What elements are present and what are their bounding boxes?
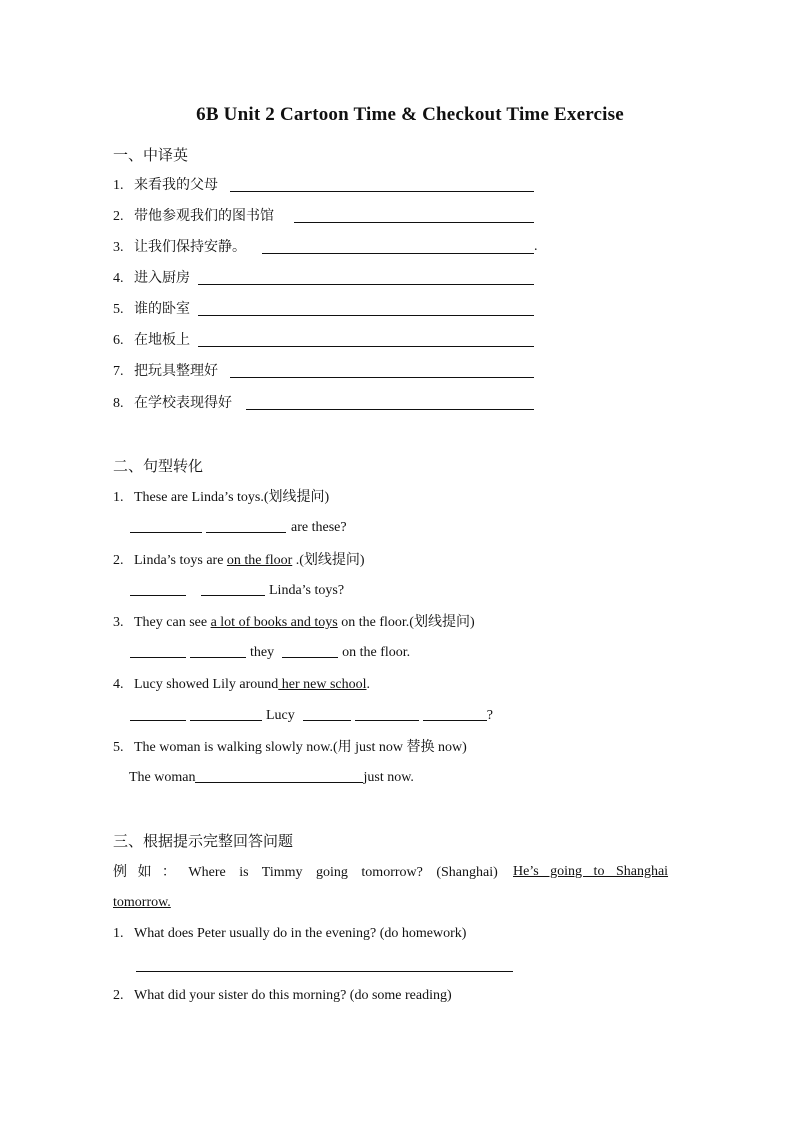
s1-item-2: 2. 带他参观我们的图书馆 <box>113 208 274 224</box>
blank[interactable] <box>130 706 186 721</box>
blank[interactable] <box>130 643 186 658</box>
blank[interactable] <box>130 518 202 533</box>
section2-heading: 二、句型转化 <box>113 457 204 475</box>
blank[interactable] <box>130 581 186 596</box>
s1-answer-line-1[interactable] <box>230 191 534 192</box>
blank[interactable] <box>303 706 351 721</box>
s3-example: 例 如 ： Where is Timmy going tomorrow? (Shanghai) He’s going to Shanghai <box>113 864 669 880</box>
s1-answer-line-7[interactable] <box>230 377 534 378</box>
s2-answer-1: are these? <box>130 518 347 538</box>
s3-example-cont: tomorrow. <box>113 895 171 910</box>
s1-answer-line-2[interactable] <box>294 222 534 223</box>
s3-question-2: 2. What did your sister do this morning? (do some reading) <box>113 988 452 1003</box>
s1-answer-line-5[interactable] <box>198 315 534 316</box>
s1-item-7: 7. 把玩具整理好 <box>113 363 218 379</box>
blank[interactable] <box>190 706 262 721</box>
s2-question-2: 2. Linda’s toys are on the floor .(划线提问) <box>113 552 365 568</box>
blank[interactable] <box>282 643 338 658</box>
s2-question-5: 5. The woman is walking slowly now.(用 just now 替换 now) <box>113 739 467 755</box>
blank[interactable] <box>190 643 246 658</box>
page-title: 6B Unit 2 Cartoon Time & Checkout Time Exercise <box>196 104 624 125</box>
s1-item-5: 5. 谁的卧室 <box>113 301 190 317</box>
s1-item-6: 6. 在地板上 <box>113 332 190 348</box>
blank[interactable] <box>201 581 265 596</box>
blank[interactable] <box>195 768 363 783</box>
s3-answer-line-1[interactable] <box>136 971 513 972</box>
s2-question-3: 3. They can see a lot of books and toys on the floor.(划线提问) <box>113 614 475 630</box>
s1-answer-line-4[interactable] <box>198 284 534 285</box>
s1-answer-line-6[interactable] <box>198 346 534 347</box>
blank[interactable] <box>206 518 286 533</box>
s2-question-4: 4. Lucy showed Lily around her new school. <box>113 677 371 692</box>
s1-item-1: 1. 来看我的父母 <box>113 177 218 193</box>
s2-answer-2: Linda’s toys? <box>130 581 344 601</box>
s1-answer-line-3[interactable] <box>262 253 534 254</box>
s1-item-8: 8. 在学校表现得好 <box>113 395 232 411</box>
s2-answer-5: The woman just now. <box>129 770 414 785</box>
s1-item-3-period: . <box>534 239 538 254</box>
s2-answer-4: Lucy ? <box>130 706 493 726</box>
section3-heading: 三、根据提示完整回答问题 <box>113 832 294 850</box>
s3-question-1: 1. What does Peter usually do in the evening? (do homework) <box>113 926 467 941</box>
section1-heading: 一、中译英 <box>113 146 189 164</box>
s1-item-4: 4. 进入厨房 <box>113 270 190 286</box>
blank[interactable] <box>423 706 487 721</box>
blank[interactable] <box>355 706 419 721</box>
s2-answer-3: they on the floor. <box>130 643 410 663</box>
s1-answer-line-8[interactable] <box>246 409 534 410</box>
s2-question-1: 1. These are Linda’s toys.(划线提问) <box>113 489 330 505</box>
s1-item-3: 3. 让我们保持安静。 <box>113 239 246 255</box>
